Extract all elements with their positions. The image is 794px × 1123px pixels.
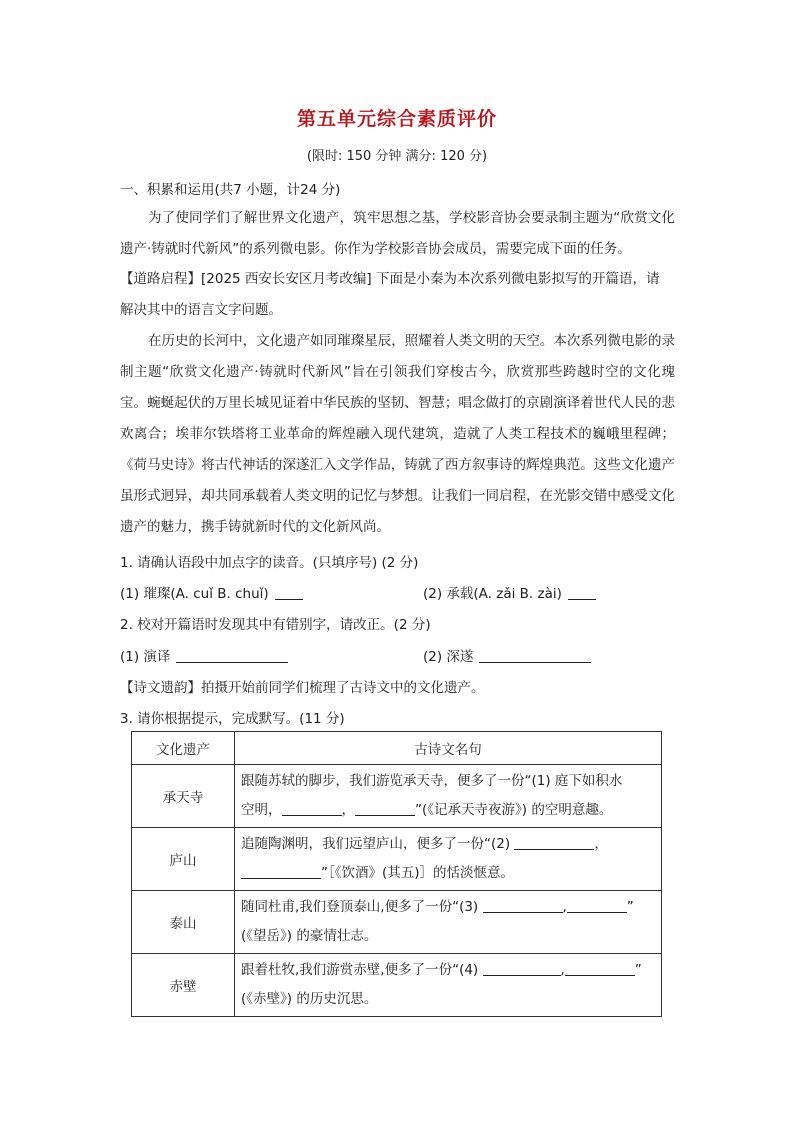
question-2-part-1: (1) 演译 (120, 645, 288, 665)
verse-cell: 追随陶渊明，我们远望庐山，便多了一份“(2) ， ”［《饮酒》(其五)］的恬淡惬意。 (235, 828, 662, 891)
table-row (132, 828, 662, 891)
answer-blank[interactable] (514, 835, 594, 850)
verse-cell: 随同杜甫,我们登顶泰山,便多了一份“(3) , ” (《望岳》) 的豪情壮志。 (235, 891, 662, 954)
answer-blank[interactable] (241, 864, 321, 879)
column-header-verse: 古诗文名句 (235, 732, 662, 765)
question-1-part-1: (1) 璀璨(A. cuǐ B. chuǐ) (120, 582, 303, 602)
heritage-cell: 赤壁 (132, 954, 235, 1017)
answer-blank[interactable] (565, 961, 635, 976)
answer-blank[interactable] (483, 961, 561, 976)
verse-cell: 跟随苏轼的脚步，我们游览承天寺，便多了一份“(1) 庭下如积水 空明， ， ”(《记承天寺夜游》) 的空明意趣。 (235, 765, 662, 828)
answer-blank[interactable] (568, 585, 596, 600)
table-header-row (132, 732, 662, 765)
intro-paragraph: 为了使同学们了解世界文化遗产，筑牢思想之基，学校影音协会要录制主题为“欣赏文化遗产·铸就时代新风”的系列微电影。你作为学校影音协会成员，需要完成下面的任务。 (120, 210, 675, 257)
exam-info: (限时: 150 分钟 满分: 120 分) (306, 149, 488, 164)
heritage-cell: 承天寺 (132, 765, 235, 828)
answer-blank[interactable] (567, 898, 627, 913)
verse-cell: 跟着杜牧,我们游赏赤壁,便多了一份“(4) , ” (《赤壁》) 的历史沉思。 (235, 954, 662, 1017)
task1-instruction-cont: 解决其中的语言文字问题。 (120, 302, 282, 318)
page-title: 第五单元综合素质评价 (296, 108, 497, 130)
task2-instruction: 【诗文遗韵】拍摄开始前同学们梳理了古诗文中的文化遗产。 (120, 680, 485, 696)
answer-blank[interactable] (355, 801, 415, 816)
poetry-table (131, 731, 662, 1017)
question-2: 2. 校对开篇语时发现其中有错别字，请改正。(2 分) (120, 617, 431, 633)
heritage-cell: 庐山 (132, 828, 235, 891)
question-1: 1. 请确认语段中加点字的读音。(只填序号) (2 分) (120, 555, 419, 571)
question-2-part-2: (2) 深遂 (423, 645, 591, 665)
column-header-heritage: 文化遗产 (132, 732, 235, 765)
table-row (132, 891, 662, 954)
table-row (132, 765, 662, 828)
opening-passage: 在历史的长河中，文化遗产如同璀璨星辰，照耀着人类文明的天空。本次系列微电影的录制主题“欣赏文化遗产·铸就时代新风”旨在引领我们穿梭古今，欣赏那些跨越时空的文化瑰宝。蜿蜒起伏的万里长城见证着中华民族的坚韧、智慧；唱念做打的京剧演译着世代人民的悲欢离合；埃菲尔铁塔将工业革命的辉煌融入现代建筑，造就了人类工程技术的巍峨里程碑；《荷马史诗》将古代神话的深遂汇入文学作品，铸就了西方叙事诗的辉煌典范。这些文化遗产虽形式迥异，却共同承载着人类文明的记忆与梦想。让我们一同启程，在光影交错中感受文化遗产的魅力，携手铸就新时代的文化新风尚。 (120, 333, 675, 535)
answer-blank[interactable] (275, 585, 303, 600)
answer-blank[interactable] (479, 648, 591, 663)
answer-blank[interactable] (282, 801, 342, 816)
table-row (132, 954, 662, 1017)
question-1-part-2: (2) 承载(A. zǎi B. zài) (423, 582, 596, 602)
question-3: 3. 请你根据提示，完成默写。(11 分) (120, 711, 345, 727)
answer-blank[interactable] (176, 648, 288, 663)
heritage-cell: 泰山 (132, 891, 235, 954)
task1-instruction: 【道路启程】[2025 西安长安区月考改编] 下面是小秦为本次系列微电影拟写的开篇语，请 (120, 271, 660, 287)
section-heading: 一、积累和运用(共7 小题，计24 分) (120, 182, 341, 198)
answer-blank[interactable] (483, 898, 563, 913)
